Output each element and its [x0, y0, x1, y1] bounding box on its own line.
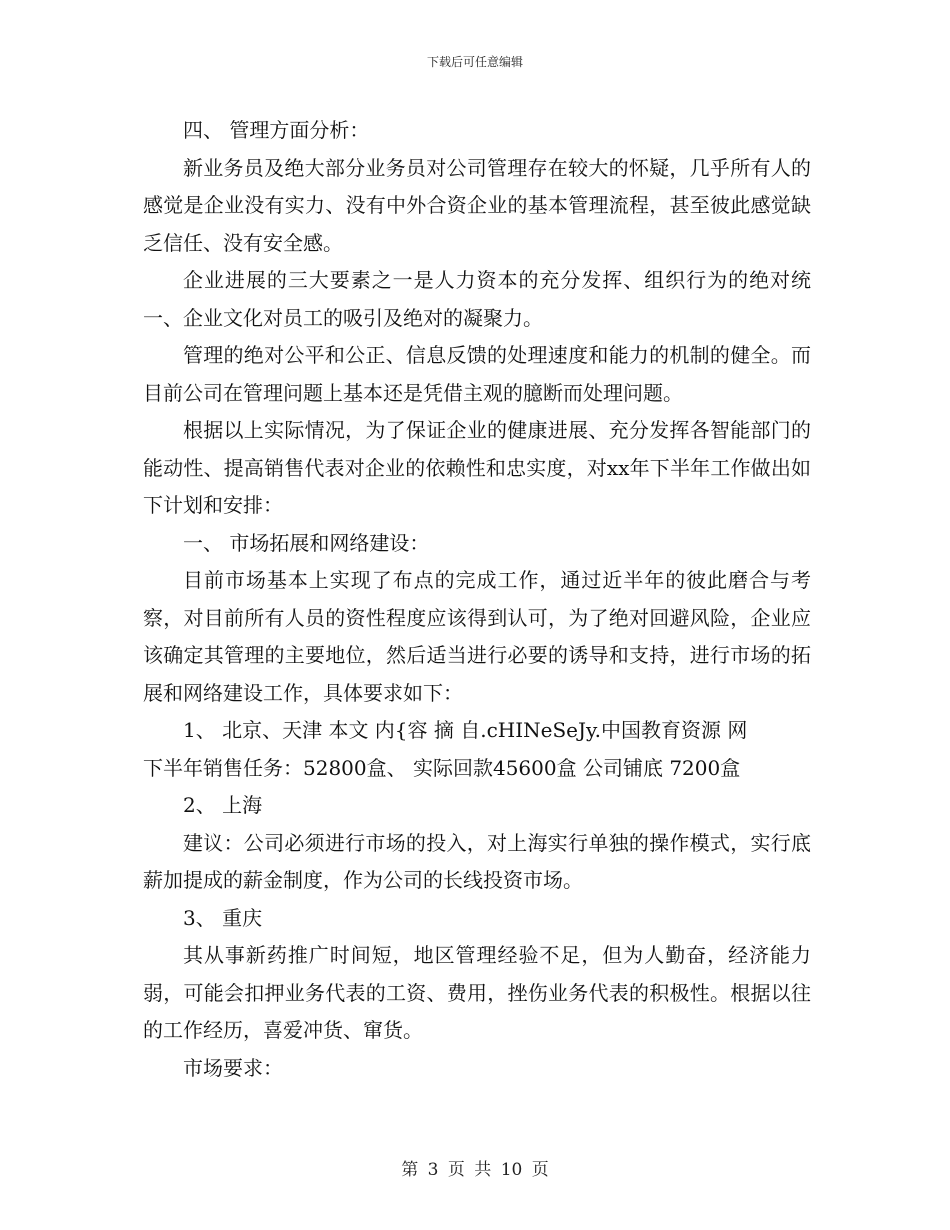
list-item-chongqing: 3、 重庆	[183, 905, 263, 930]
document-body	[143, 112, 811, 1087]
page-header: 下载后可任意编辑	[426, 55, 523, 69]
paragraph: 建议：公司必须进行市场的投入，对上海实行单独的操作模式，实行底薪加提成的薪金制度，作为公司的长线投资市场。	[143, 830, 811, 892]
paragraph: 目前市场基本上实现了布点的完成工作，通过近半年的彼此磨合与考察，对目前所有人员的资性程度应该得到认可，为了绝对回避风险，企业应该确定其管理的主要地位，然后适当进行必要的诱导和支持，进行市场的拓展和网络建设工作，具体要求如下：	[143, 568, 811, 705]
list-item-beijing-tianjin: 1、 北京、天津 本文 内{容 摘 自.cHINeSeJy.中国教育资源 网	[183, 718, 748, 742]
paragraph: 其从事新药推广时间短，地区管理经验不足，但为人勤奋，经济能力弱，可能会扣押业务代表的工资、费用，挫伤业务代表的积极性。根据以往的工作经历，喜爱冲货、窜货。	[143, 943, 811, 1042]
paragraph: 新业务员及绝大部分业务员对公司管理存在较大的怀疑，几乎所有人的感觉是企业没有实力、没有中外合资企业的基本管理流程，甚至彼此感觉缺乏信任、没有安全感。	[143, 155, 811, 255]
section-heading-management: 四、 管理方面分析：	[183, 118, 370, 142]
paragraph: 根据以上实际情况，为了保证企业的健康进展、充分发挥各智能部门的能动性、提高销售代表对企业的依赖性和忠实度，对xx年下半年工作做出如下计划和安排：	[143, 418, 811, 517]
section-heading-market: 一、 市场拓展和网络建设：	[183, 530, 430, 555]
paragraph: 企业进展的三大要素之一是人力资本的充分发挥、组织行为的绝对统一、企业文化对员工的吸引及绝对的凝聚力。	[143, 268, 811, 330]
paragraph: 管理的绝对公平和公正、信息反馈的处理速度和能力的机制的健全。而目前公司在管理问题上基本还是凭借主观的臆断而处理问题。	[143, 343, 811, 405]
paragraph-market-requirements: 市场要求：	[183, 1055, 283, 1080]
list-item-shanghai: 2、 上海	[183, 793, 263, 817]
paragraph-sales-task: 下半年销售任务：52800盒、 实际回款45600盒 公司铺底 7200盒	[143, 755, 741, 780]
page-footer: 第 3 页 共 10 页	[401, 1160, 549, 1180]
